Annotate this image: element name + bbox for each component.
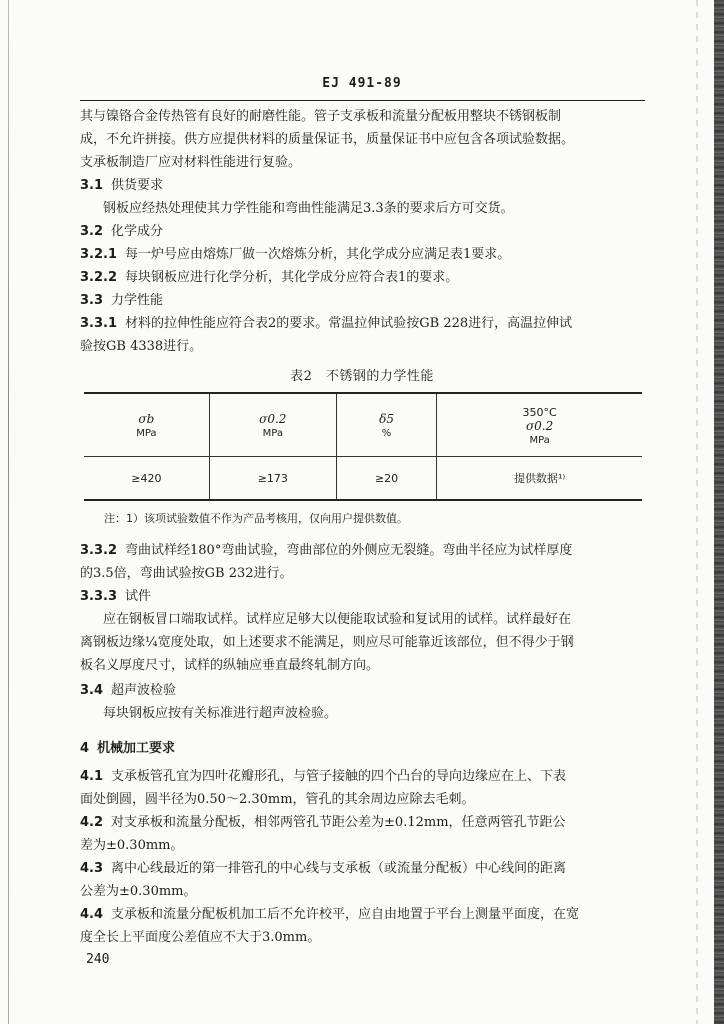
section-4-3-line-2: 公差为±0.30mm。	[80, 884, 197, 899]
section-3-2-1	[80, 246, 510, 264]
section-number: 3.3.1	[80, 316, 118, 331]
section-text: 弯曲试样经180°弯曲试验，弯曲部位的外侧应无裂缝。弯曲半径应为试样厚度	[125, 543, 573, 558]
section-text: 离中心线最近的第一排管孔的中心线与支承板（或流量分配板）中心线间的距离	[111, 861, 567, 876]
section-4-2-line-2: 差为±0.30mm。	[80, 838, 184, 853]
page-number: 240	[86, 952, 110, 967]
section-number: 4.3	[80, 861, 104, 876]
section-3-3-2-line-2: 的3.5倍，弯曲试验按GB 232进行。	[80, 566, 293, 581]
table-row	[84, 457, 642, 501]
scan-edge-noise	[696, 0, 698, 1024]
section-title: 试件	[125, 589, 152, 604]
section-number: 3.2.2	[80, 270, 118, 285]
section-3-3-3-line-1: 应在钢板冒口端取试样。试样应足够大以便能取试验和复试用的试样。试样最好在	[103, 612, 572, 627]
section-number: 4.4	[80, 907, 104, 922]
temperature-label: 350°C	[522, 406, 557, 419]
section-4-3-line-1	[80, 860, 566, 878]
unit-label: MPa	[529, 435, 550, 446]
section-3-1-text: 钢板应经热处理使其力学性能和弯曲性能满足3.3条的要求后方可交货。	[103, 201, 514, 216]
header-cell-elongation	[336, 393, 436, 457]
section-text: 对支承板和流量分配板，相邻两管孔节距公差为±0.12mm，任意两管孔节距公	[111, 815, 566, 830]
scan-edge-right	[714, 0, 724, 1024]
scan-edge-left	[8, 0, 9, 1024]
section-number: 3.3.3	[80, 589, 118, 604]
header-cell-tensile	[84, 393, 209, 457]
section-3-3-3-line-2: 离钢板边缘¼宽度处取，如上述要求不能满足，则应尽可能靠近该部位，但不得少于钢	[80, 635, 574, 650]
table-header-row	[84, 393, 642, 457]
header-rule	[80, 100, 645, 101]
doc-header: EJ 491-89	[322, 76, 402, 91]
section-3-3-2-line-1	[80, 542, 572, 560]
section-title: 化学成分	[111, 224, 164, 239]
section-text: 每块钢板应进行化学分析，其化学成分应符合表1的要求。	[125, 270, 459, 285]
table-cell: ≥420	[84, 457, 209, 501]
section-3-3-3-line-3: 板名义厚度尺寸，试样的纵轴应垂直最终轧制方向。	[80, 658, 380, 673]
unit-label: %	[381, 427, 392, 439]
section-3-2-2	[80, 269, 458, 287]
unit-label: MPa	[136, 427, 157, 439]
section-3-3-1-line-2: 验按GB 4338进行。	[80, 339, 203, 354]
section-number: 4.2	[80, 815, 104, 830]
symbol-delta-5: δ5	[379, 411, 394, 426]
header-cell-high-temp-yield	[437, 393, 642, 457]
section-number: 3.4	[80, 683, 104, 698]
section-title: 力学性能	[111, 293, 164, 308]
table-title: 表2 不锈钢的力学性能	[290, 369, 434, 384]
section-number: 3.2.1	[80, 247, 118, 262]
mechanical-properties-table	[84, 392, 642, 501]
table-cell: ≥173	[209, 457, 336, 501]
section-4-4-line-1	[80, 906, 579, 924]
section-title: 供货要求	[111, 178, 164, 193]
section-3-4-heading	[80, 682, 176, 700]
header-cell-yield	[209, 393, 336, 457]
section-number: 3.2	[80, 224, 104, 239]
section-title: 超声波检验	[111, 683, 177, 698]
section-3-1-heading	[80, 177, 163, 195]
section-3-3-3-heading	[80, 588, 151, 606]
section-title: 机械加工要求	[97, 741, 176, 756]
table-cell: 提供数据¹⁾	[437, 457, 642, 501]
section-number: 3.3.2	[80, 543, 118, 558]
symbol-sigma-b: σb	[138, 411, 155, 426]
section-4-heading	[80, 740, 175, 758]
section-4-1-line-1	[80, 768, 566, 786]
intro-line-1: 其与镍铬合金传热管有良好的耐磨性能。管子支承板和流量分配板用整块不锈钢板制	[80, 109, 562, 124]
section-3-3-1-line-1	[80, 315, 572, 333]
intro-line-2: 成，不允许拼接。供方应提供材料的质量保证书，质量保证书中应包含各项试验数据。	[80, 132, 575, 147]
symbol-sigma-02: σ0.2	[525, 419, 554, 433]
symbol-sigma-02: σ0.2	[259, 411, 287, 426]
section-text: 材料的拉伸性能应符合表2的要求。常温拉伸试验按GB 228进行，高温拉伸试	[125, 316, 573, 331]
section-3-2-heading	[80, 223, 163, 241]
intro-line-3: 支承板制造厂应对材料性能进行复验。	[80, 155, 302, 170]
section-text: 支承板管孔宜为四叶花瓣形孔，与管子接触的四个凸台的导向边缘应在上、下表	[111, 769, 567, 784]
unit-label: MPa	[262, 427, 283, 439]
section-4-1-line-2: 面处倒圆，圆半径为0.50～2.30mm，管孔的其余周边应除去毛刺。	[80, 792, 475, 807]
table-note: 注：1）该项试验数值不作为产品考核用，仅向用户提供数值。	[104, 512, 408, 525]
section-text: 每一炉号应由熔炼厂做一次熔炼分析，其化学成分应满足表1要求。	[125, 247, 511, 262]
section-4-2-line-1	[80, 814, 566, 832]
section-text: 支承板和流量分配板机加工后不允许校平，应自由地置于平台上测量平面度，在宽	[111, 907, 580, 922]
section-number: 3.3	[80, 293, 104, 308]
section-4-4-line-2: 度全长上平面度公差值应不大于3.0mm。	[80, 930, 321, 945]
section-3-3-heading	[80, 292, 163, 310]
section-number: 4.1	[80, 769, 104, 784]
section-number: 4	[80, 741, 90, 756]
table-cell: ≥20	[336, 457, 436, 501]
section-3-4-text: 每块钢板应按有关标准进行超声波检验。	[103, 706, 338, 721]
section-number: 3.1	[80, 178, 104, 193]
